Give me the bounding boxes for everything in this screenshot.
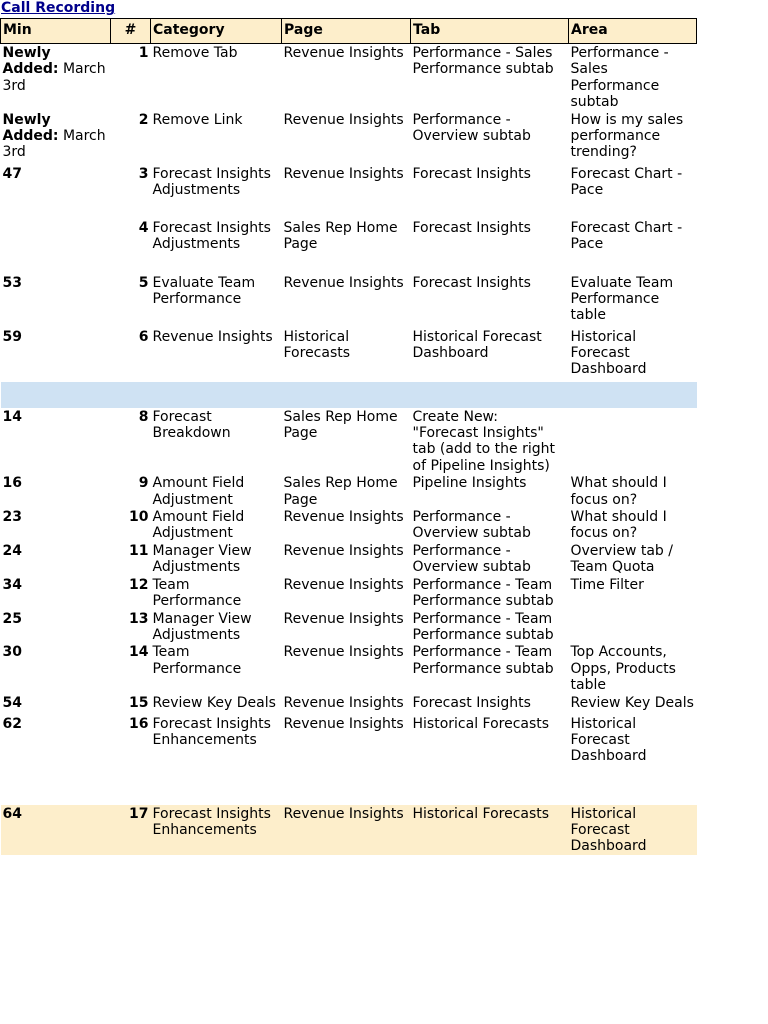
category-cell (151, 610, 282, 644)
table-row (1, 274, 697, 328)
tab-cell (411, 643, 569, 693)
header-page: Page (282, 19, 411, 44)
page-cell (282, 111, 411, 165)
cell-text: Historical Forecast Dashboard (570, 715, 647, 765)
cell-text: Top Accounts, Opps, Products table (570, 644, 676, 694)
cell-text: Team Performance (152, 576, 242, 610)
category-cell (151, 508, 282, 542)
min-bold-text: Newly Added: (2, 45, 59, 78)
number-cell: 1 (138, 45, 149, 61)
cell-text: Revenue Insights (283, 45, 404, 61)
cell-text: Revenue Insights (283, 509, 404, 526)
table-row (1, 643, 697, 693)
area-cell (569, 408, 697, 475)
cell-text: Revenue Insights (283, 111, 404, 128)
category-cell (151, 274, 282, 328)
tab-cell (411, 805, 569, 855)
tab-cell (411, 219, 569, 274)
table-body (1, 44, 697, 855)
cell-text: Performance - Team Performance subtab (412, 576, 554, 610)
table-row (1, 219, 697, 274)
cell-text: Manager View Adjustments (152, 542, 252, 576)
number-cell: 10 (129, 509, 149, 526)
area-cell (569, 274, 697, 328)
tab-cell (411, 542, 569, 576)
tab-cell (411, 508, 569, 542)
min-cell (1, 219, 111, 274)
number-cell: 6 (138, 328, 149, 345)
header-tab: Tab (411, 19, 569, 44)
page-cell (282, 694, 411, 715)
min-date-text: March 3rd (2, 128, 106, 161)
tab-cell (411, 610, 569, 644)
min-bold-text: 14 (2, 408, 22, 425)
tab-cell (411, 408, 569, 475)
tab-cell (411, 44, 569, 111)
number-cell: 9 (138, 475, 149, 492)
cell-text: Amount Field Adjustment (152, 475, 245, 508)
table-row (1, 542, 697, 576)
call-recording-link[interactable]: Call Recording (1, 0, 116, 16)
number-cell: 2 (138, 111, 149, 128)
area-cell (569, 328, 697, 382)
min-cell (1, 508, 111, 542)
min-date-text: March 3rd (2, 61, 106, 94)
cell-text: Performance - Overview subtab (412, 111, 531, 145)
cell-text: Revenue Insights (283, 694, 404, 711)
number-cell (111, 382, 151, 408)
table-row (1, 408, 697, 475)
min-cell (1, 805, 111, 855)
page-cell (282, 715, 411, 805)
tab-cell (411, 576, 569, 610)
area-cell (569, 715, 697, 805)
min-cell (1, 165, 111, 219)
min-bold-text: 30 (2, 644, 22, 661)
number-cell: 8 (138, 408, 149, 425)
table-row (1, 694, 697, 715)
cell-text: Performance - Overview subtab (412, 542, 531, 576)
cell-text: Create New: "Forecast Insights" tab (add to the right of Pipeline Insights) (412, 408, 555, 474)
cell-text: Forecast Insights Enhancements (152, 805, 271, 838)
min-cell (1, 474, 111, 508)
cell-text: Team Performance (152, 644, 242, 677)
min-cell (1, 643, 111, 693)
min-bold-text: 53 (2, 274, 22, 291)
table-row (1, 165, 697, 219)
min-cell (1, 382, 111, 408)
cell-text: Revenue Insights (283, 274, 404, 291)
min-cell (1, 542, 111, 576)
cell-text: How is my sales performance trending? (570, 111, 684, 161)
category-cell (151, 576, 282, 610)
min-cell (1, 111, 111, 165)
page-cell (282, 408, 411, 475)
area-cell (569, 508, 697, 542)
min-bold-text: Newly Added: (2, 111, 59, 145)
category-cell (151, 805, 282, 855)
cell-text: Forecast Insights (412, 165, 531, 182)
cell-text: Revenue Insights (283, 610, 404, 627)
table-row (1, 44, 697, 111)
cell-text: Forecast Insights Adjustments (152, 219, 271, 253)
cell-text: Performance - Sales Performance subtab (412, 45, 554, 78)
header-number: # (111, 19, 151, 44)
category-cell (151, 219, 282, 274)
area-cell (569, 382, 697, 408)
page-cell (282, 274, 411, 328)
cell-text: Historical Forecast Dashboard (570, 328, 647, 378)
table-row (1, 328, 697, 382)
cell-text: Revenue Insights (283, 715, 404, 732)
area-cell (569, 44, 697, 111)
cell-text: Forecast Chart - Pace (570, 219, 683, 253)
number-cell: 4 (138, 219, 149, 236)
tab-cell (411, 715, 569, 805)
page-cell (282, 805, 411, 855)
tab-cell (411, 382, 569, 408)
min-bold-text: 24 (2, 542, 22, 559)
number-cell: 3 (138, 165, 149, 182)
category-cell (151, 111, 282, 165)
feature-table (0, 18, 697, 855)
cell-text: Sales Rep Home Page (283, 475, 398, 508)
table-row (1, 576, 697, 610)
category-cell (151, 542, 282, 576)
cell-text: Revenue Insights (152, 328, 273, 345)
page-cell (282, 508, 411, 542)
header-min: Min (1, 19, 111, 44)
min-cell (1, 610, 111, 644)
area-cell (569, 219, 697, 274)
header-row (1, 19, 697, 44)
min-cell (1, 328, 111, 382)
number-cell: 15 (129, 694, 149, 711)
number-cell: 11 (129, 542, 149, 559)
min-bold-text: 64 (2, 805, 22, 822)
category-cell (151, 408, 282, 475)
cell-text: Review Key Deals (152, 694, 276, 711)
min-cell (1, 274, 111, 328)
cell-text: Manager View Adjustments (152, 610, 252, 643)
table-row (1, 805, 697, 855)
cell-text: Historical Forecasts (412, 715, 550, 732)
page-cell (282, 610, 411, 644)
cell-text: Forecast Insights (412, 274, 531, 291)
tab-cell (411, 328, 569, 382)
cell-text: Evaluate Team Performance (152, 274, 256, 308)
cell-text: Overview tab / Team Quota (570, 542, 673, 576)
cell-text: Forecast Insights Adjustments (152, 165, 271, 199)
number-cell: 16 (129, 715, 149, 732)
min-cell (1, 44, 111, 111)
cell-text: Revenue Insights (283, 644, 404, 661)
area-cell (569, 610, 697, 644)
min-bold-text: 59 (2, 328, 22, 345)
min-bold-text: 16 (2, 475, 22, 492)
tab-cell (411, 165, 569, 219)
category-cell (151, 328, 282, 382)
area-cell (569, 694, 697, 715)
area-cell (569, 643, 697, 693)
area-cell (569, 111, 697, 165)
cell-text: Evaluate Team Performance table (570, 274, 674, 324)
area-cell (569, 542, 697, 576)
category-cell (151, 715, 282, 805)
min-bold-text: 34 (2, 576, 22, 593)
page-cell (282, 44, 411, 111)
cell-text: Revenue Insights (283, 576, 404, 593)
min-cell (1, 694, 111, 715)
area-cell (569, 805, 697, 855)
table-row (1, 508, 697, 542)
table-row (1, 111, 697, 165)
number-cell: 17 (111, 805, 151, 855)
cell-text: Sales Rep Home Page (283, 408, 398, 442)
category-cell (151, 474, 282, 508)
cell-text: Historical Forecasts (283, 328, 351, 362)
min-bold-text: 47 (2, 165, 22, 182)
number-cell: 13 (129, 610, 149, 627)
cell-text: Revenue Insights (283, 165, 404, 182)
cell-text: Performance - Overview subtab (412, 509, 531, 542)
number-cell: 12 (129, 576, 149, 593)
cell-text: Revenue Insights (283, 542, 404, 559)
table-row (1, 715, 697, 805)
area-cell (569, 576, 697, 610)
tab-cell (411, 111, 569, 165)
cell-text: Sales Rep Home Page (283, 219, 398, 253)
cell-text: What should I focus on? (570, 509, 667, 542)
category-cell (151, 643, 282, 693)
cell-text: Performance - Team Performance subtab (412, 610, 554, 643)
cell-text: Forecast Breakdown (152, 408, 231, 442)
page-cell (282, 542, 411, 576)
table-row (1, 610, 697, 644)
cell-text: Performance - Sales Performance subtab (570, 45, 669, 111)
category-cell (151, 44, 282, 111)
header-area: Area (569, 19, 697, 44)
cell-text: Historical Forecast Dashboard (412, 328, 542, 362)
table-row (1, 474, 697, 508)
cell-text: Amount Field Adjustment (152, 509, 245, 542)
min-bold-text: 54 (2, 694, 22, 711)
page-cell (282, 165, 411, 219)
cell-text: What should I focus on? (570, 475, 667, 508)
number-cell: 5 (138, 274, 149, 291)
page-cell (282, 474, 411, 508)
page-cell (282, 643, 411, 693)
cell-text: Forecast Chart - Pace (570, 165, 683, 199)
number-cell: 14 (129, 644, 149, 661)
min-bold-text: 25 (2, 610, 22, 627)
header-category: Category (151, 19, 282, 44)
cell-text: Revenue Insights (283, 805, 404, 822)
table-row (1, 382, 697, 408)
cell-text: Review Key Deals (570, 694, 694, 711)
min-cell (1, 715, 111, 805)
page-cell (282, 576, 411, 610)
cell-text: Remove Tab (152, 45, 238, 61)
category-cell (151, 382, 282, 408)
area-cell (569, 165, 697, 219)
tab-cell (411, 274, 569, 328)
cell-text: Forecast Insights (412, 219, 531, 236)
cell-text: Forecast Insights (412, 694, 531, 711)
min-bold-text: 23 (2, 509, 22, 526)
page-cell (282, 219, 411, 274)
page-cell (282, 382, 411, 408)
category-cell (151, 165, 282, 219)
cell-text: Historical Forecasts (412, 805, 550, 822)
category-cell (151, 694, 282, 715)
area-cell (569, 474, 697, 508)
cell-text: Pipeline Insights (412, 475, 527, 492)
cell-text: Remove Link (152, 111, 243, 128)
cell-text: Performance - Team Performance subtab (412, 644, 554, 677)
min-cell (1, 576, 111, 610)
min-cell (1, 408, 111, 475)
cell-text: Forecast Insights Enhancements (152, 715, 271, 748)
tab-cell (411, 694, 569, 715)
cell-text: Historical Forecast Dashboard (570, 805, 647, 855)
page-cell (282, 328, 411, 382)
tab-cell (411, 474, 569, 508)
cell-text: Time Filter (570, 576, 644, 593)
min-bold-text: 62 (2, 715, 22, 732)
